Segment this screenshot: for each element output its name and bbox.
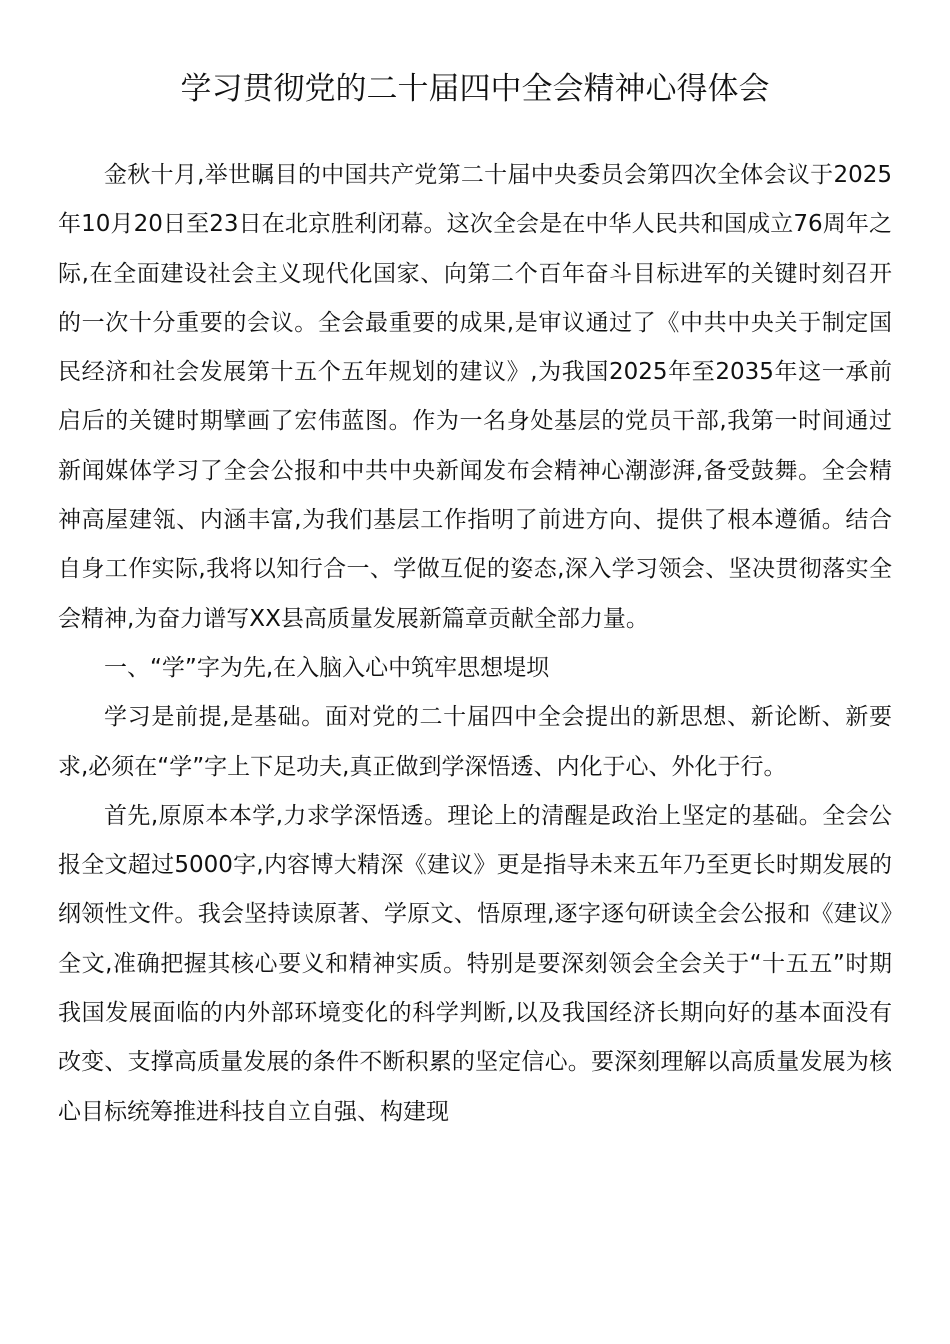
- paragraph-study-basis: 学习是前提,是基础。面对党的二十届四中全会提出的新思想、新论断、新要求,必须在“学”字上下足功夫,真正做到学深悟透、内化于心、外化于行。: [58, 704, 892, 780]
- section-heading-1: 一、“学”字为先,在入脑入心中筑牢思想堤坝: [104, 654, 550, 681]
- paragraph-study-original: 首先,原原本本学,力求学深悟透。理论上的清醒是政治上坚定的基础。全会公报全文超过5000字,内容博大精深《建议》更是指导未来五年乃至更长时期发展的纲领性文件。我会坚持读原著、学原文、悟原理,逐字逐句研读全会公报和《建议》全文,准确把握其核心要义和精神实质。特别是要深刻领会全会关于“十五五”时期我国发展面临的内外部环境变化的科学判断,以及我国经济长期向好的基本面没有改变、支撑高质量发展的条件不断积累的坚定信心。要深刻理解以高质量发展为核心目标统筹推进科技自立自强、构建现: [58, 802, 892, 1125]
- paragraph-intro: 金秋十月,举世瞩目的中国共产党第二十届中央委员会第四次全体会议于2025年10月20日至23日在北京胜利闭幕。这次全会是在中华人民共和国成立76周年之际,在全面建设社会主义现代化国家、向第二个百年奋斗目标进军的关键时刻召开的一次十分重要的会议。全会最重要的成果,是审议通过了《中共中央关于制定国民经济和社会发展第十五个五年规划的建议》,为我国2025年至2035年这一承前启后的关键时期擘画了宏伟蓝图。作为一名身处基层的党员干部,我第一时间通过新闻媒体学习了全会公报和中共中央新闻发布会精神心潮澎湃,备受鼓舞。全会精神高屋建瓴、内涵丰富,为我们基层工作指明了前进方向、提供了根本遵循。结合自身工作实际,我将以知行合一、学做互促的姿态,深入学习领会、坚决贯彻落实全会精神,为奋力谱写XX县高质量发展新篇章贡献全部力量。: [58, 162, 892, 632]
- document-title: 学习贯彻党的二十届四中全会精神心得体会: [180, 71, 770, 107]
- document-body: [58, 151, 892, 1137]
